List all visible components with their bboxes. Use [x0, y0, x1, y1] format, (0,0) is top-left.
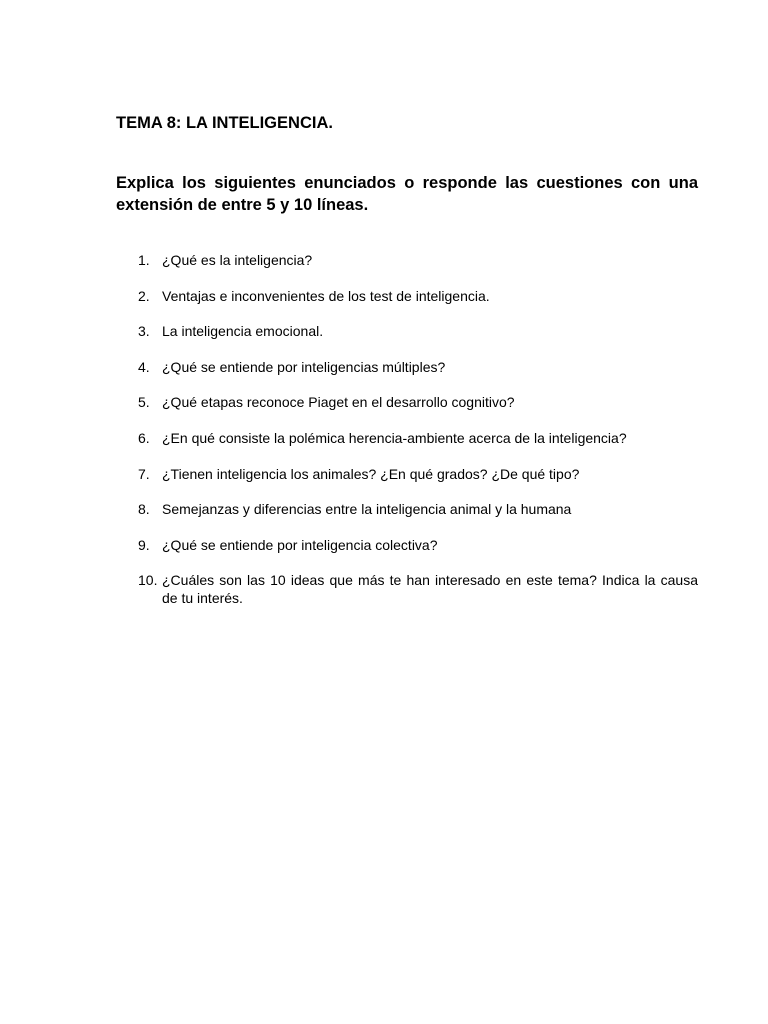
question-number: 2. [138, 287, 150, 304]
question-text: ¿Tienen inteligencia los animales? ¿En qué grados? ¿De qué tipo? [162, 465, 580, 482]
question-number: 10. [138, 572, 158, 589]
question-text: La inteligencia emocional. [162, 323, 324, 340]
question-number: 1. [138, 252, 150, 268]
question-item-10 [138, 571, 698, 607]
question-number: 6. [138, 429, 150, 446]
question-number: 5. [138, 394, 150, 411]
document-title: TEMA 8: LA INTELIGENCIA. [116, 114, 333, 132]
question-number: 7. [138, 465, 150, 482]
question-item-5 [138, 393, 698, 411]
question-number: 3. [138, 323, 150, 340]
question-text: Ventajas e inconvenientes de los test de inteligencia. [162, 287, 490, 304]
question-text: ¿En qué consiste la polémica herencia-ambiente acerca de la inteligencia? [162, 429, 627, 446]
question-item-7 [138, 465, 698, 483]
question-number: 9. [138, 536, 150, 553]
instructions-text: Explica los siguientes enunciados o responde las cuestiones con una extensión de entre 5 y 10 líneas. [116, 174, 698, 214]
question-number: 8. [138, 501, 150, 518]
question-number: 4. [138, 358, 150, 375]
question-item-8 [138, 500, 698, 518]
question-text: ¿Qué se entiende por inteligencias múltiples? [162, 358, 446, 375]
question-item-1 [138, 251, 698, 269]
question-text: ¿Qué se entiende por inteligencia colectiva? [162, 536, 438, 553]
question-text: Semejanzas y diferencias entre la inteligencia animal y la humana [162, 501, 572, 518]
question-item-6 [138, 429, 698, 447]
question-text: ¿Cuáles son las 10 ideas que más te han interesado en este tema? Indica la causa de tu interés. [162, 572, 698, 607]
question-text: ¿Qué etapas reconoce Piaget en el desarrollo cognitivo? [162, 394, 515, 411]
question-item-3 [138, 322, 698, 340]
question-list [138, 251, 698, 625]
question-item-9 [138, 536, 698, 554]
question-item-4 [138, 358, 698, 376]
question-item-2 [138, 287, 698, 305]
question-text: ¿Qué es la inteligencia? [162, 252, 313, 268]
